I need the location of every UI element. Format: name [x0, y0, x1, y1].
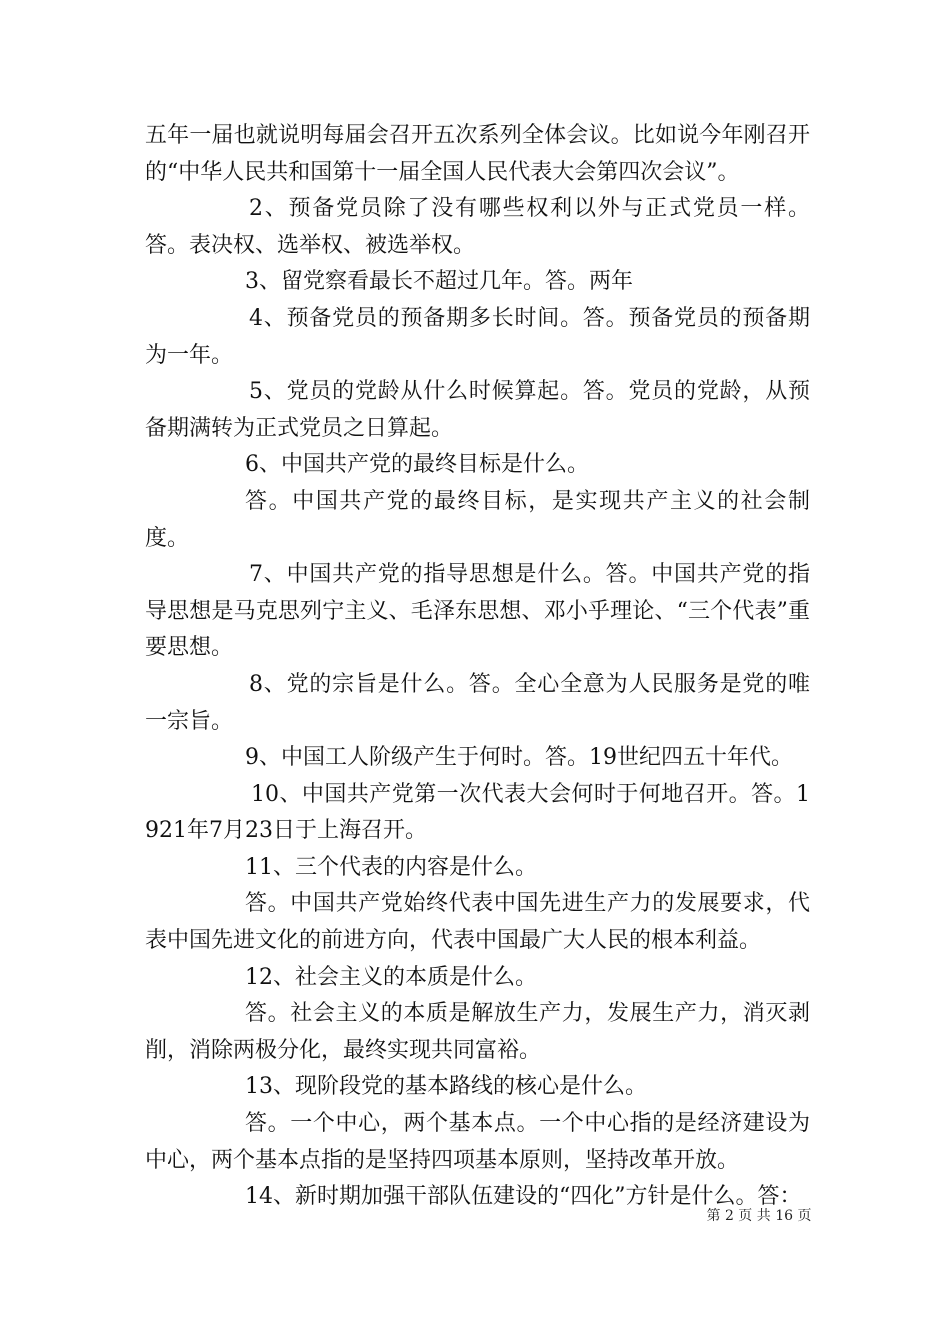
paragraph-a6: 答。中国共产党的最终目标，是实现共产主义的社会制度。: [145, 488, 810, 551]
paragraph-q10: 10、中国共产党第一次代表大会何时于何地召开。答。1921年7月23日于上海召开。: [145, 781, 810, 844]
page-number-footer: 第 2 页 共 16 页: [706, 1208, 812, 1224]
paragraph-continued-intro: 五年一届也就说明每届会召开五次系列全体会议。比如说今年刚召开的“中华人民共和国第十一届全国人民代表大会第四次会议”。: [145, 123, 810, 185]
paragraph-q4: 4、预备党员的预备期多长时间。答。预备党员的预备期为一年。: [145, 305, 810, 368]
paragraph-q8: 8、党的宗旨是什么。答。全心全意为人民服务是党的唯一宗旨。: [145, 671, 810, 734]
paragraph-q6: 6、中国共产党的最终目标是什么。: [245, 452, 589, 478]
paragraph-q5: 5、党员的党龄从什么时候算起。答。党员的党龄，从预备期满转为正式党员之日算起。: [145, 379, 810, 441]
paragraph-q14: 14、新时期加强干部队伍建设的“四化”方针是什么。答：: [245, 1184, 802, 1210]
paragraph-q7: 7、中国共产党的指导思想是什么。答。中国共产党的指导思想是马克思列宁主义、毛泽东思想、邓小乎理论、“三个代表”重要思想。: [145, 562, 810, 661]
paragraph-q9: 9、中国工人阶级产生于何时。答。19世纪四五十年代。: [245, 745, 793, 771]
paragraph-q13: 13、现阶段党的基本路线的核心是什么。: [245, 1074, 647, 1100]
paragraph-q11: 11、三个代表的内容是什么。: [245, 854, 537, 880]
paragraph-a13: 答。一个中心，两个基本点。一个中心指的是经济建设为中心，两个基本点指的是坚持四项基本原则，坚持改革开放。: [145, 1111, 810, 1173]
paragraph-a12: 答。社会主义的本质是解放生产力，发展生产力，消灭剥削，消除两极分化，最终实现共同富裕。: [145, 1001, 810, 1063]
paragraph-q2: 2、预备党员除了没有哪些权利以外与正式党员一样。答。表决权、选举权、被选举权。: [145, 196, 810, 258]
document-body: [145, 118, 810, 1216]
paragraph-q3: 3、留党察看最长不超过几年。答。两年: [245, 269, 633, 295]
paragraph-q12: 12、社会主义的本质是什么。: [245, 964, 537, 990]
paragraph-a11: 答。中国共产党始终代表中国先进生产力的发展要求，代表中国先进文化的前进方向，代表中国最广大人民的根本利益。: [145, 891, 810, 954]
